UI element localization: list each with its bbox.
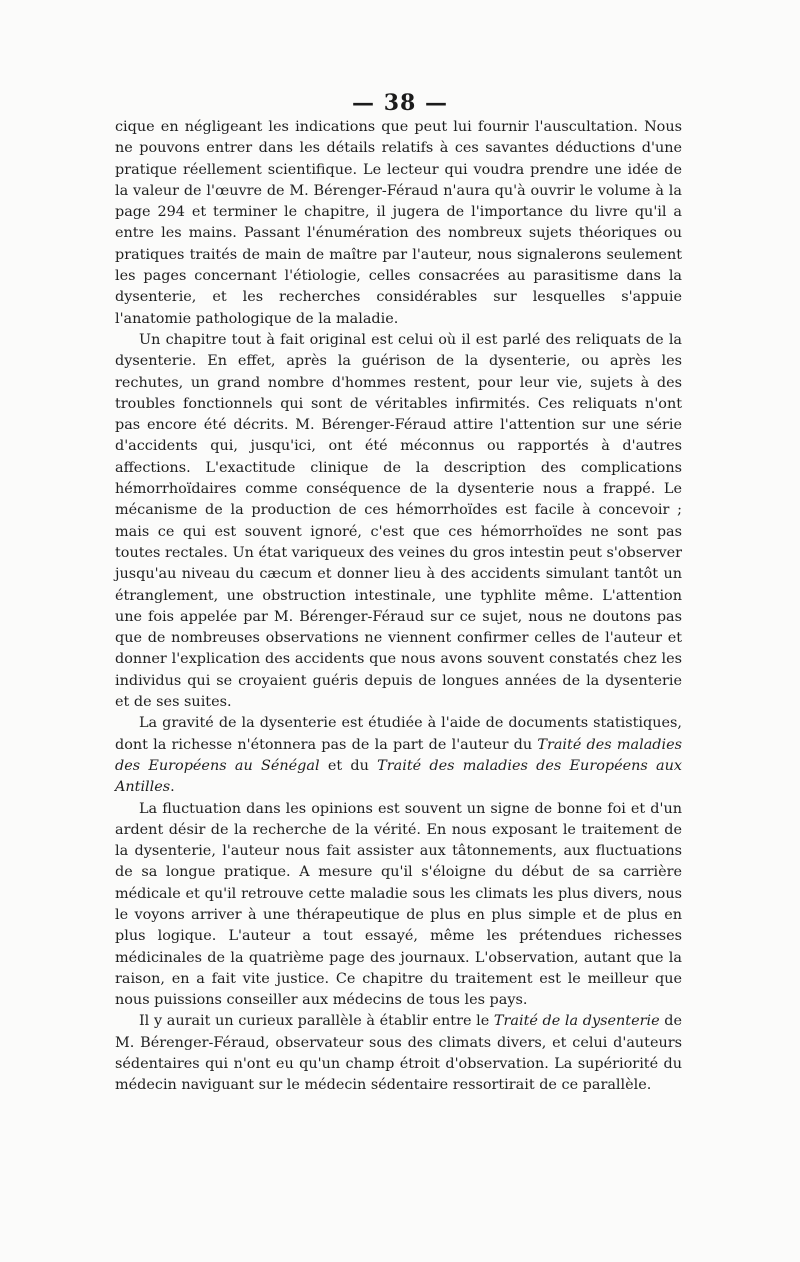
paragraph-text: La fluctuation dans les opinions est souvent un signe de bonne foi et d'un ardent désir de la recherche de la vérité. En nous exposant le traitement de la dysenterie, l'auteur nous fait assister aux tâtonnements, aux fluctuations de sa longue pratique. A mesure qu'il s'éloigne du début de sa carrière médicale et qu'il retrouve cette maladie sous les climats les plus divers, nous le voyons arriver à une thérapeutique de plus en plus simple et de plus en plus logique. L'auteur a tout essayé, même les prétendues richesses médicinales de la quatrième page des journaux. L'observation, autant que la raison, en a fait vite justice. Ce chapitre du traitement est le meilleur que nous puissions conseiller aux médecins de tous les pays. [115, 800, 682, 1009]
paragraph-text: . [170, 779, 175, 796]
paragraph-text: et du [319, 757, 378, 774]
paragraph-text: Il y aurait un curieux parallèle à établir entre le [139, 1013, 494, 1030]
paragraph-1 [115, 117, 682, 330]
paragraph-text: Un chapitre tout à fait original est celui où il est parlé des reliquats de la dysenterie. En effet, après la guérison de la dysenterie, ou après les rechutes, un grand nombre d'hommes restent, pour leur vie, sujets à des troubles fonctionnels qui sont de véritables infirmités. Ces reliquats n'ont pas encore été décrits. M. Bérenger-Féraud attire l'attention sur une série d'accidents qui, jusqu'ici, ont été méconnus ou rapportés à d'autres affections. L'exactitude clinique de la description des complications hémorrhoïdaires comme conséquence de la dysenterie nous a frappé. Le mécanisme de la production de ces hémorrhoïdes est facile à concevoir ; mais ce qui est souvent ignoré, c'est que ces hémorrhoïdes ne sont pas toutes rectales. Un état variqueux des veines du gros intestin peut s'observer jusqu'au niveau du cæcum et donner lieu à des accidents simulant tantôt un étranglement, une obstruction intestinale, une typhlite même. L'attention une fois appelée par M. Bérenger-Féraud sur ce sujet, nous ne doutons pas que de nombreuses observations ne viennent confirmer celles de l'auteur et donner l'explication des accidents que nous avons souvent constatés chez les individus qui se croyaient guéris depuis de longues années de la dysenterie et de ses suites. [115, 331, 682, 711]
paragraph-text: de M. Bérenger-Féraud, observateur sous des climats divers, et celui d'auteurs sédentaires qui n'ont eu qu'un champ étroit d'observation. La supériorité du médecin naviguant sur le médecin sédentaire ressortirait de ce parallèle. [115, 1013, 682, 1094]
paragraph-3 [115, 713, 682, 798]
book-title-dysenterie: Traité de la dysenterie [493, 1013, 660, 1030]
paragraph-text: La gravité de la dysenterie est étudiée à l'aide de documents statistiques, dont la richesse n'étonnera pas de la part de l'auteur du [115, 715, 682, 753]
paragraph-text: cique en négligeant les indications que peut lui fournir l'auscultation. Nous ne pouvons entrer dans les détails relatifs à ces savantes déductions d'une pratique réellement scientifique. Le lecteur qui voudra prendre une idée de la valeur de l'œuvre de M. Bérenger-Féraud n'aura qu'à ouvrir le volume à la page 294 et terminer le chapitre, il jugera de l'importance du livre qu'il a entre les mains. Passant l'énumération des nombreux sujets théoriques ou pratiques traités de main de maître par l'auteur, nous signalerons seulement les pages concernant l'étiologie, celles consacrées au parasitisme dans la dysenterie, et les recherches considérables sur lesquelles s'appuie l'anatomie pathologique de la maladie. [115, 119, 682, 327]
page-number: — 38 — [352, 90, 448, 116]
page-body [115, 117, 682, 1097]
paragraph-2 [115, 330, 682, 713]
book-title-senegal: Traité des maladies des Européens au Sénégal [115, 736, 682, 774]
paragraph-4 [115, 799, 682, 1012]
paragraph-5 [115, 1011, 682, 1096]
book-title-antilles: Traité des maladies des Européens aux Antilles [115, 757, 683, 796]
